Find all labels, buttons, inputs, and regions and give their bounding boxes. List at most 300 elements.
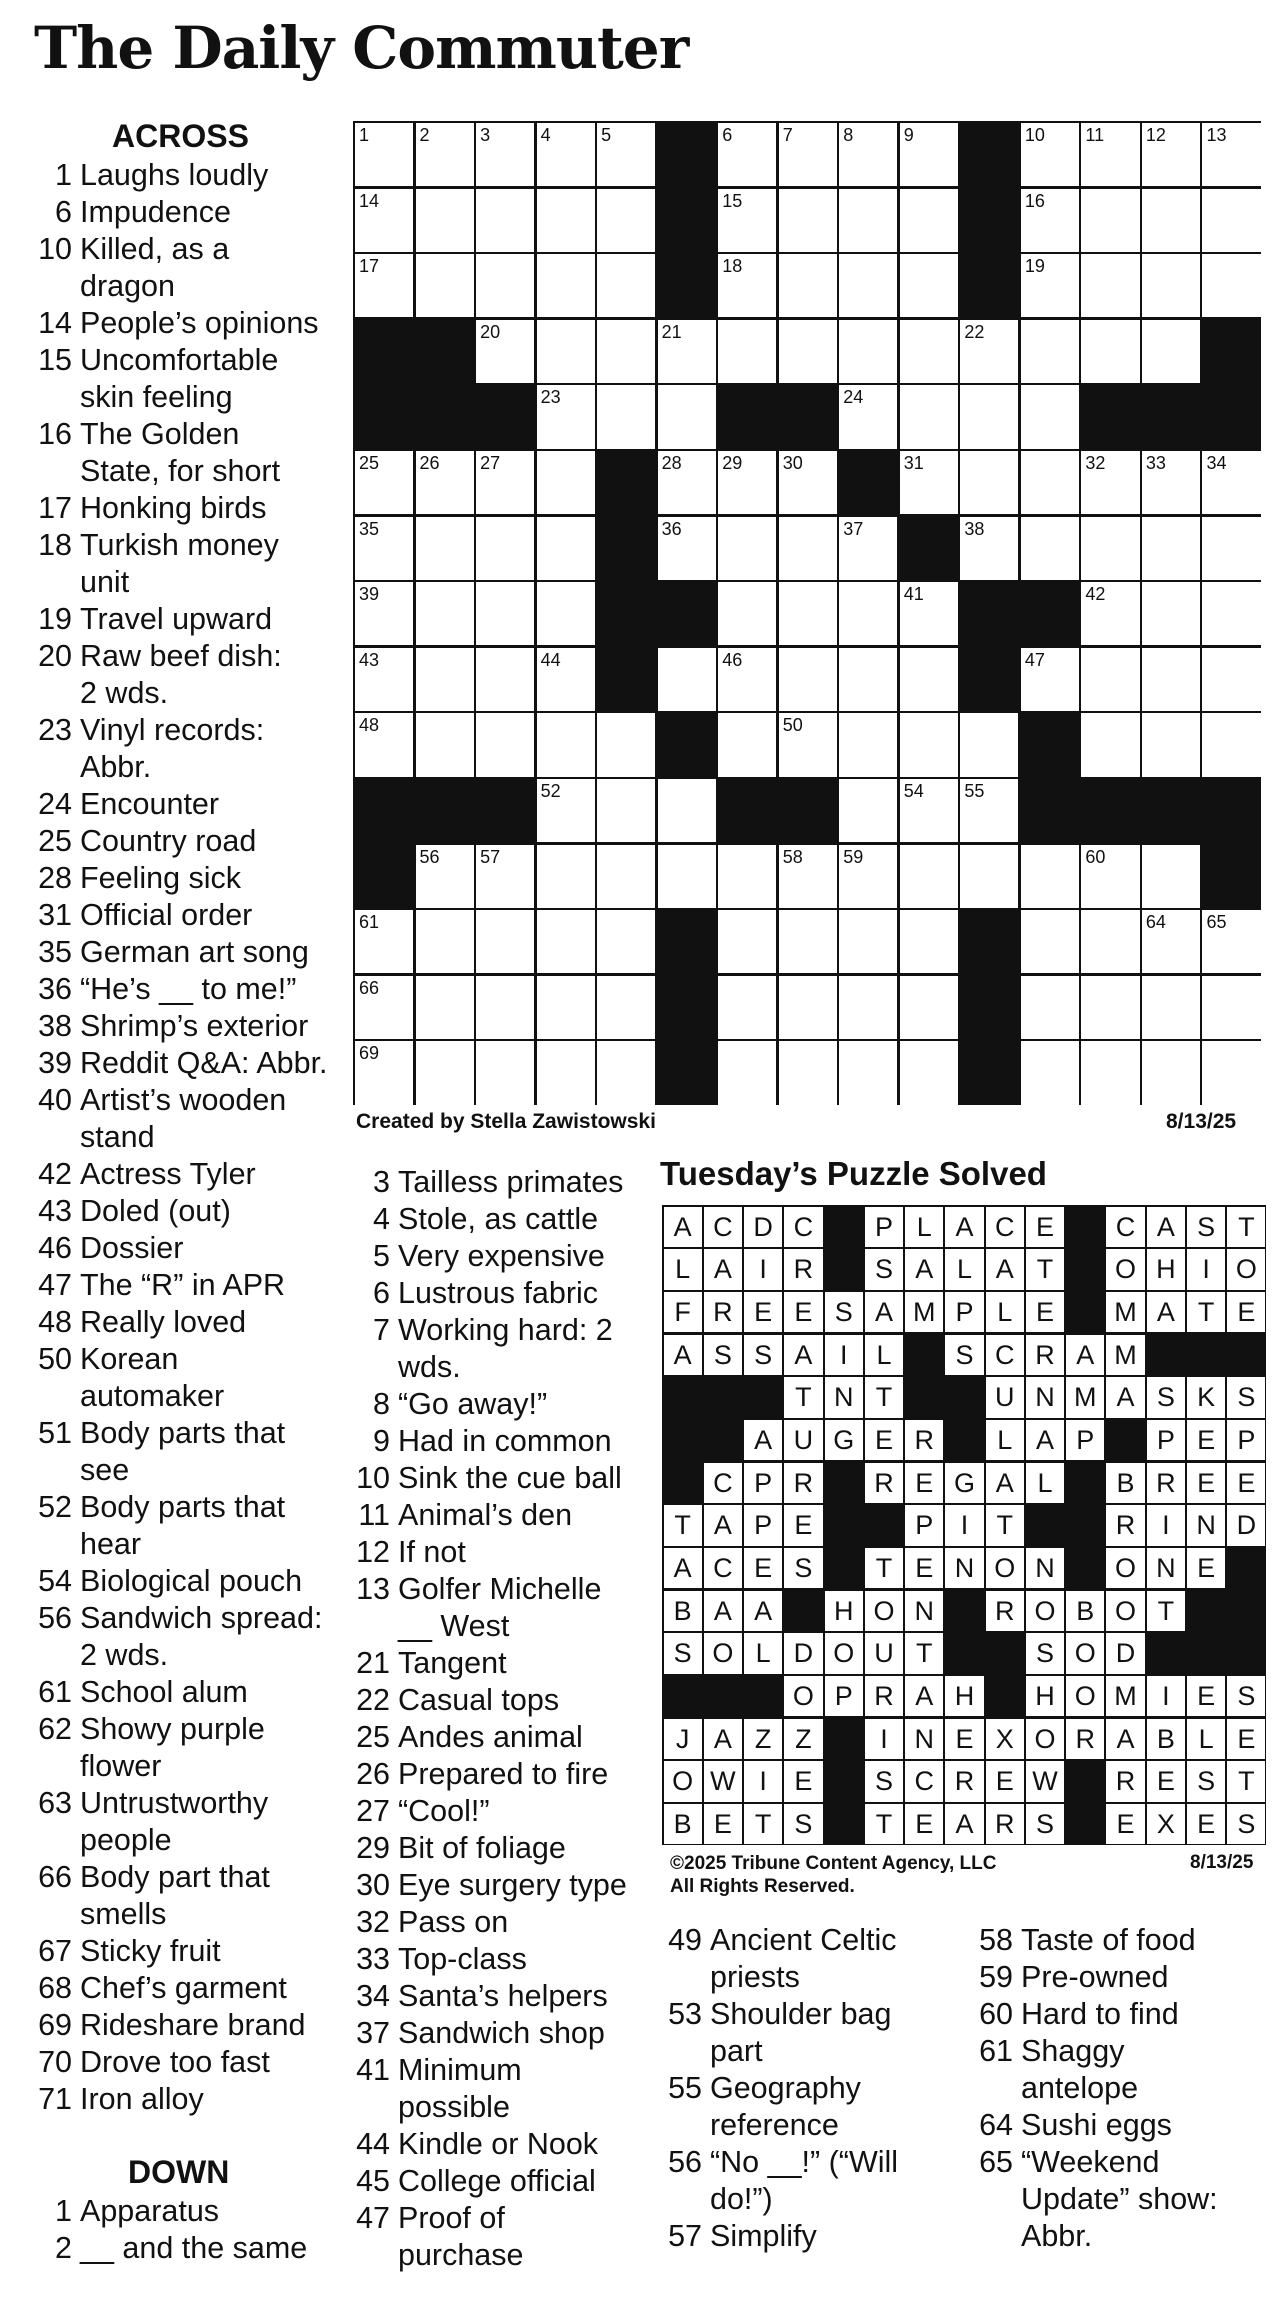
grid-cell[interactable]	[355, 517, 413, 580]
grid-black-square	[960, 189, 1018, 252]
grid-cell[interactable]	[960, 451, 1018, 514]
grid-cell[interactable]	[900, 976, 958, 1039]
grid-cell[interactable]	[839, 385, 897, 448]
solution-cell: B	[1147, 1719, 1185, 1760]
grid-cell[interactable]	[779, 1041, 837, 1104]
grid-cell[interactable]	[718, 976, 776, 1039]
solution-cell: E	[905, 1463, 943, 1504]
grid-cell[interactable]	[1081, 976, 1139, 1039]
grid-cell[interactable]	[1021, 910, 1079, 973]
grid-cell[interactable]	[779, 320, 837, 383]
grid-cell[interactable]	[658, 517, 716, 580]
grid-black-square	[355, 779, 413, 842]
solution-black-square	[825, 1207, 863, 1248]
grid-cell[interactable]	[476, 451, 534, 514]
grid-cell[interactable]	[416, 845, 474, 908]
grid-cell[interactable]	[960, 845, 1018, 908]
grid-cell[interactable]	[1202, 123, 1260, 186]
grid-cell[interactable]	[476, 517, 534, 580]
grid-cell[interactable]	[597, 713, 655, 776]
grid-cell[interactable]	[839, 845, 897, 908]
solution-black-square	[825, 1804, 863, 1845]
solution-cell: L	[865, 1335, 903, 1376]
solution-cell: O	[1026, 1719, 1064, 1760]
grid-cell[interactable]	[718, 845, 776, 908]
solution-cell: R	[1066, 1719, 1104, 1760]
grid-cell[interactable]	[900, 451, 958, 514]
solution-cell: Z	[744, 1719, 782, 1760]
solution-cell: I	[945, 1505, 983, 1546]
grid-cell[interactable]	[718, 582, 776, 645]
grid-cell[interactable]	[476, 976, 534, 1039]
clue-number: 66	[38, 1860, 72, 1894]
clue-text: Shoulder bag part	[710, 1997, 892, 2068]
clue	[34, 1415, 334, 1489]
grid-cell[interactable]	[1081, 254, 1139, 317]
cell-number: 27	[480, 453, 501, 473]
solution-black-square	[744, 1676, 782, 1717]
solution-cell: R	[865, 1463, 903, 1504]
grid-cell[interactable]	[476, 320, 534, 383]
grid-cell[interactable]	[1081, 320, 1139, 383]
grid-cell[interactable]	[718, 123, 776, 186]
grid-cell[interactable]	[416, 1041, 474, 1104]
grid-cell[interactable]	[537, 123, 595, 186]
grid-black-square	[839, 451, 897, 514]
grid-cell[interactable]	[779, 123, 837, 186]
clue-number: 30	[356, 1868, 390, 1902]
grid-black-square	[1021, 713, 1079, 776]
clue-number: 25	[356, 1720, 390, 1754]
clue-number: 51	[38, 1416, 72, 1450]
grid-cell[interactable]	[537, 910, 595, 973]
solution-cell: O	[986, 1548, 1024, 1589]
grid-cell[interactable]	[900, 123, 958, 186]
grid-cell[interactable]	[1142, 451, 1200, 514]
grid-cell[interactable]	[779, 976, 837, 1039]
grid-cell[interactable]	[839, 320, 897, 383]
grid-cell[interactable]	[1081, 189, 1139, 252]
grid-cell[interactable]	[1202, 648, 1260, 711]
grid-cell[interactable]	[779, 648, 837, 711]
grid-cell[interactable]	[355, 1041, 413, 1104]
solution-black-square	[704, 1420, 742, 1461]
grid-cell[interactable]	[1202, 713, 1260, 776]
grid-cell[interactable]	[1021, 320, 1079, 383]
grid-cell[interactable]	[1021, 648, 1079, 711]
grid-cell[interactable]	[597, 254, 655, 317]
grid-cell[interactable]	[1081, 648, 1139, 711]
solution-cell: I	[1147, 1676, 1185, 1717]
solution-cell: I	[744, 1249, 782, 1290]
grid-black-square	[1021, 779, 1079, 842]
grid-cell[interactable]	[718, 189, 776, 252]
grid-cell[interactable]	[416, 582, 474, 645]
clue-number: 13	[356, 1572, 390, 1606]
clue	[34, 638, 334, 712]
clue-number: 24	[38, 787, 72, 821]
solution-cell: S	[1187, 1761, 1225, 1802]
grid-cell[interactable]	[960, 779, 1018, 842]
clue-number: 56	[668, 2145, 702, 2179]
grid-cell[interactable]	[658, 779, 716, 842]
grid-cell[interactable]	[960, 320, 1018, 383]
grid-cell[interactable]	[1142, 123, 1200, 186]
grid-cell[interactable]	[839, 189, 897, 252]
grid-cell[interactable]	[718, 451, 776, 514]
grid-cell[interactable]	[839, 713, 897, 776]
grid-cell[interactable]	[537, 713, 595, 776]
grid-cell[interactable]	[416, 976, 474, 1039]
solution-grid	[662, 1205, 1266, 1845]
clue-text: Rideshare brand	[80, 2008, 306, 2042]
grid-cell[interactable]	[658, 451, 716, 514]
clue	[34, 231, 334, 305]
cell-number: 13	[1206, 125, 1227, 145]
clue-text: “Cool!”	[398, 1794, 490, 1828]
solution-cell: T	[1187, 1292, 1225, 1333]
grid-cell[interactable]	[355, 976, 413, 1039]
solution-black-square	[1227, 1548, 1265, 1589]
clue-number: 45	[356, 2164, 390, 2198]
clue-text: Artist’s wooden stand	[80, 1083, 287, 1154]
grid-cell[interactable]	[476, 713, 534, 776]
grid-cell[interactable]	[537, 1041, 595, 1104]
grid-cell[interactable]	[1142, 976, 1200, 1039]
clue	[664, 2144, 964, 2218]
grid-cell[interactable]	[779, 845, 837, 908]
grid-cell[interactable]	[476, 123, 534, 186]
solution-cell: N	[1026, 1548, 1064, 1589]
rights-line: All Rights Reserved.	[670, 1876, 855, 1897]
grid-cell[interactable]	[537, 517, 595, 580]
solution-cell: T	[865, 1377, 903, 1418]
grid-cell[interactable]	[1202, 910, 1260, 973]
solution-cell: A	[664, 1548, 702, 1589]
grid-cell[interactable]	[779, 910, 837, 973]
cell-number: 19	[1024, 256, 1045, 277]
clue-number: 61	[979, 2034, 1013, 2068]
cell-number: 2	[419, 125, 430, 145]
grid-cell[interactable]	[1202, 976, 1260, 1039]
solution-cell: N	[905, 1591, 943, 1632]
grid-cell[interactable]	[416, 910, 474, 973]
grid-cell[interactable]	[1081, 713, 1139, 776]
grid-cell[interactable]	[1202, 517, 1260, 580]
grid-cell[interactable]	[718, 517, 776, 580]
clue-text: “He’s __ to me!”	[80, 972, 297, 1006]
grid-cell[interactable]	[839, 123, 897, 186]
solution-cell: A	[945, 1804, 983, 1845]
grid-cell[interactable]	[1021, 976, 1079, 1039]
grid-cell[interactable]	[416, 451, 474, 514]
grid-cell[interactable]	[658, 648, 716, 711]
grid-cell[interactable]	[1202, 1041, 1260, 1104]
clue-number: 43	[38, 1194, 72, 1228]
grid-cell[interactable]	[1142, 189, 1200, 252]
grid-cell[interactable]	[1202, 254, 1260, 317]
grid-cell[interactable]	[416, 517, 474, 580]
grid-cell[interactable]	[718, 713, 776, 776]
grid-cell[interactable]	[597, 910, 655, 973]
grid-cell[interactable]	[537, 779, 595, 842]
grid-cell[interactable]	[900, 189, 958, 252]
grid-cell[interactable]	[900, 845, 958, 908]
grid-cell[interactable]	[1081, 910, 1139, 973]
solution-cell: T	[865, 1804, 903, 1845]
grid-cell[interactable]	[1142, 1041, 1200, 1104]
grid-cell[interactable]	[597, 123, 655, 186]
clue	[34, 1711, 334, 1785]
grid-cell[interactable]	[718, 648, 776, 711]
solution-cell: C	[704, 1463, 742, 1504]
cell-number: 43	[359, 649, 380, 670]
clue-number: 1	[55, 158, 72, 192]
clue	[34, 1674, 334, 1711]
grid-cell[interactable]	[537, 189, 595, 252]
grid-cell[interactable]	[476, 648, 534, 711]
grid-cell[interactable]	[1021, 845, 1079, 908]
clue	[34, 2081, 334, 2118]
grid-cell[interactable]	[960, 385, 1018, 448]
clue-number: 60	[979, 1997, 1013, 2031]
grid-cell[interactable]	[416, 254, 474, 317]
clue	[352, 1423, 652, 1460]
grid-cell[interactable]	[355, 648, 413, 711]
grid-cell[interactable]	[900, 1041, 958, 1104]
clue-text: Showy purple flower	[80, 1712, 265, 1783]
clue-number: 18	[38, 528, 72, 562]
clue-number: 6	[55, 195, 72, 229]
grid-cell[interactable]	[537, 254, 595, 317]
grid-cell[interactable]	[476, 910, 534, 973]
grid-cell[interactable]	[355, 123, 413, 186]
clue	[34, 1304, 334, 1341]
grid-cell[interactable]	[1142, 517, 1200, 580]
grid-cell[interactable]	[537, 385, 595, 448]
grid-cell[interactable]	[960, 713, 1018, 776]
grid-cell[interactable]	[658, 845, 716, 908]
grid-cell[interactable]	[355, 910, 413, 973]
grid-cell[interactable]	[1021, 189, 1079, 252]
grid-cell[interactable]	[355, 713, 413, 776]
grid-cell[interactable]	[718, 1041, 776, 1104]
grid-cell[interactable]	[597, 779, 655, 842]
solution-black-square	[1066, 1505, 1104, 1546]
cell-number: 35	[359, 518, 380, 539]
grid-cell[interactable]	[597, 320, 655, 383]
grid-cell[interactable]	[476, 582, 534, 645]
clue	[352, 1534, 652, 1571]
grid-cell[interactable]	[900, 254, 958, 317]
grid-cell[interactable]	[537, 320, 595, 383]
solution-cell: N	[825, 1377, 863, 1418]
clue	[352, 2126, 652, 2163]
solution-cell: P	[905, 1505, 943, 1546]
grid-cell[interactable]	[537, 845, 595, 908]
grid-cell[interactable]	[355, 254, 413, 317]
solution-cell: E	[784, 1505, 822, 1546]
solution-cell: S	[784, 1548, 822, 1589]
clue-text: Laughs loudly	[80, 158, 269, 192]
grid-cell[interactable]	[597, 1041, 655, 1104]
grid-cell[interactable]	[779, 189, 837, 252]
grid-cell[interactable]	[1021, 451, 1079, 514]
grid-cell[interactable]	[658, 385, 716, 448]
grid-cell[interactable]	[416, 123, 474, 186]
solution-cell: M	[1066, 1377, 1104, 1418]
grid-cell[interactable]	[597, 976, 655, 1039]
grid-cell[interactable]	[1142, 910, 1200, 973]
solution-cell: P	[865, 1207, 903, 1248]
clue-number: 14	[38, 306, 72, 340]
clue-text: Honking birds	[80, 491, 267, 525]
grid-cell[interactable]	[658, 320, 716, 383]
grid-cell[interactable]	[1021, 517, 1079, 580]
clue-number: 32	[356, 1905, 390, 1939]
grid-cell[interactable]	[537, 582, 595, 645]
grid-cell[interactable]	[900, 713, 958, 776]
grid-cell[interactable]	[839, 1041, 897, 1104]
solution-cell: T	[744, 1804, 782, 1845]
clue-text: Apparatus	[80, 2194, 220, 2228]
grid-cell[interactable]	[416, 648, 474, 711]
grid-cell[interactable]	[355, 189, 413, 252]
clue-number: 6	[373, 1276, 390, 1310]
grid-cell[interactable]	[1081, 582, 1139, 645]
grid-cell[interactable]	[597, 189, 655, 252]
solution-cell: N	[1026, 1377, 1064, 1418]
solution-black-square	[1066, 1463, 1104, 1504]
grid-cell[interactable]	[355, 451, 413, 514]
grid-cell[interactable]	[1021, 123, 1079, 186]
grid-cell[interactable]	[779, 517, 837, 580]
solution-black-square	[945, 1633, 983, 1674]
clue	[34, 1859, 334, 1933]
solution-cell: A	[865, 1292, 903, 1333]
grid-cell[interactable]	[416, 189, 474, 252]
grid-cell[interactable]	[1142, 845, 1200, 908]
grid-cell[interactable]	[839, 517, 897, 580]
clue-text: Shaggy antelope	[1021, 2034, 1139, 2105]
grid-cell[interactable]	[1142, 582, 1200, 645]
grid-cell[interactable]	[1021, 1041, 1079, 1104]
solution-cell: P	[1227, 1420, 1265, 1461]
clue-number: 4	[373, 1202, 390, 1236]
clue-text: Shrimp’s exterior	[80, 1009, 309, 1043]
solution-cell: S	[1227, 1377, 1265, 1418]
grid-cell[interactable]	[1021, 254, 1079, 317]
grid-cell[interactable]	[900, 779, 958, 842]
grid-cell[interactable]	[839, 648, 897, 711]
clue	[975, 2144, 1270, 2255]
grid-cell[interactable]	[779, 582, 837, 645]
grid-cell[interactable]	[960, 517, 1018, 580]
grid-cell[interactable]	[839, 910, 897, 973]
grid-cell[interactable]	[839, 582, 897, 645]
solution-black-square	[1066, 1292, 1104, 1333]
down-clue-list	[352, 1164, 652, 2274]
grid-cell[interactable]	[839, 254, 897, 317]
clue	[352, 1904, 652, 1941]
grid-cell[interactable]	[718, 910, 776, 973]
grid-cell[interactable]	[1021, 385, 1079, 448]
grid-cell[interactable]	[355, 582, 413, 645]
grid-cell[interactable]	[900, 910, 958, 973]
clue	[352, 1460, 652, 1497]
solution-cell: O	[704, 1633, 742, 1674]
grid-cell[interactable]	[900, 320, 958, 383]
grid-cell[interactable]	[900, 582, 958, 645]
grid-cell[interactable]	[1142, 713, 1200, 776]
grid-cell[interactable]	[1142, 254, 1200, 317]
grid-black-square	[658, 582, 716, 645]
grid-cell[interactable]	[476, 845, 534, 908]
grid-cell[interactable]	[718, 254, 776, 317]
clue	[34, 1267, 334, 1304]
grid-cell[interactable]	[1081, 123, 1139, 186]
clue-text: German art song	[80, 935, 309, 969]
grid-cell[interactable]	[839, 976, 897, 1039]
solution-cell: S	[1187, 1207, 1225, 1248]
grid-cell[interactable]	[1081, 451, 1139, 514]
grid-cell[interactable]	[1202, 451, 1260, 514]
solution-cell: D	[744, 1207, 782, 1248]
grid-cell[interactable]	[1202, 189, 1260, 252]
cell-number: 20	[480, 321, 501, 342]
grid-cell[interactable]	[537, 451, 595, 514]
grid-cell[interactable]	[718, 320, 776, 383]
grid-cell[interactable]	[779, 451, 837, 514]
grid-cell[interactable]	[1081, 1041, 1139, 1104]
grid-cell[interactable]	[1081, 845, 1139, 908]
across-clue-list	[34, 157, 334, 2118]
grid-cell[interactable]	[476, 254, 534, 317]
down-clue-list-3	[664, 1922, 964, 2255]
grid-cell[interactable]	[1142, 320, 1200, 383]
down-clue-list-start	[34, 2193, 334, 2267]
grid-cell[interactable]	[1202, 582, 1260, 645]
clue-number: 62	[38, 1712, 72, 1746]
grid-cell[interactable]	[900, 385, 958, 448]
grid-cell[interactable]	[597, 845, 655, 908]
cell-number: 46	[722, 649, 743, 670]
solution-cell: B	[1066, 1591, 1104, 1632]
grid-cell[interactable]	[1142, 648, 1200, 711]
grid-cell[interactable]	[416, 713, 474, 776]
solution-cell: E	[986, 1761, 1024, 1802]
grid-cell[interactable]	[597, 385, 655, 448]
grid-cell[interactable]	[537, 976, 595, 1039]
grid-cell[interactable]	[537, 648, 595, 711]
grid-cell[interactable]	[476, 1041, 534, 1104]
solution-cell: A	[704, 1591, 742, 1632]
grid-cell[interactable]	[779, 254, 837, 317]
cell-number: 65	[1206, 912, 1227, 933]
clue-text: Body parts that hear	[80, 1490, 286, 1561]
solution-cell: A	[1026, 1420, 1064, 1461]
grid-black-square	[960, 910, 1018, 973]
grid-cell[interactable]	[839, 779, 897, 842]
solution-black-square	[1066, 1761, 1104, 1802]
clue-number: 23	[38, 713, 72, 747]
grid-cell[interactable]	[900, 648, 958, 711]
grid-cell[interactable]	[1081, 517, 1139, 580]
clue	[34, 860, 334, 897]
cell-number: 12	[1145, 125, 1166, 145]
grid-cell[interactable]	[476, 189, 534, 252]
grid-cell[interactable]	[779, 713, 837, 776]
